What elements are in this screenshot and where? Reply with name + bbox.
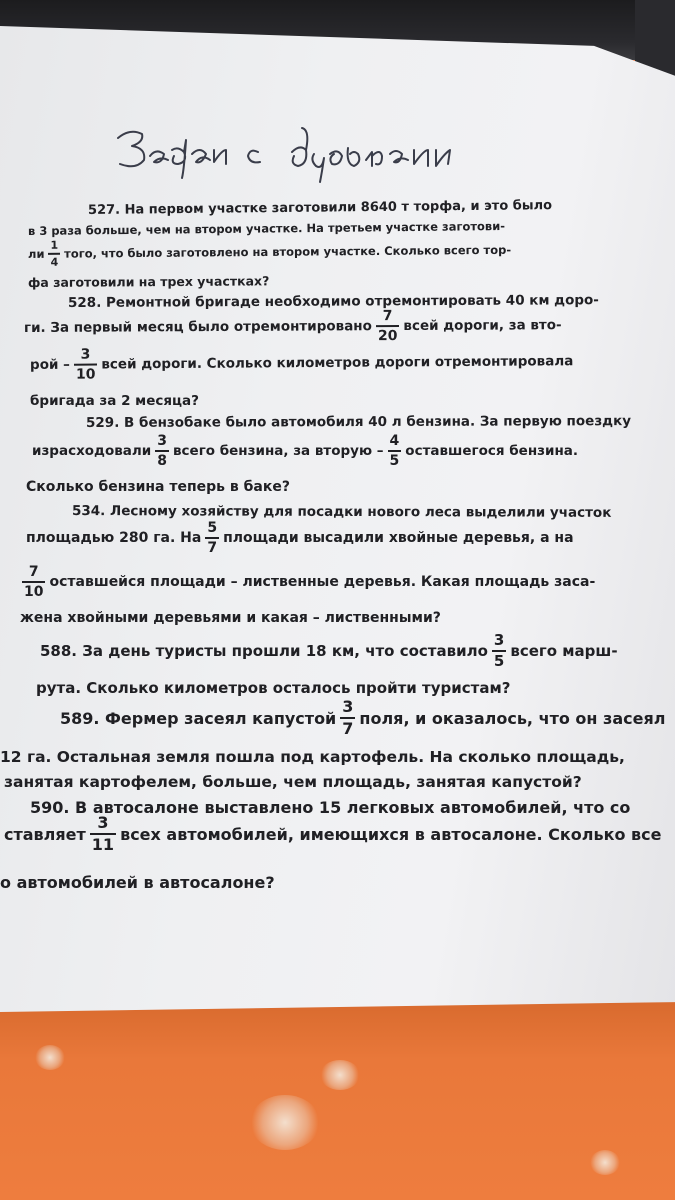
problem-527-line-1: 527. На первом участке заготовили 8640 т торфа, и это было — [87, 198, 553, 218]
problem-528-line-3: рой – $\frac{3}{10}$ всей дороги. Сколько километров дороги отремонтировала — [29, 346, 574, 383]
fraction: $\frac{3}{5}$ — [493, 631, 505, 670]
wear-spot — [320, 1060, 360, 1090]
problem-590-line-3: о автомобилей в автосалоне? — [0, 873, 275, 892]
problem-529-line-2: израсходовали $\frac{3}{8}$ всего бензина, за вторую – $\frac{4}{5}$ оставшегося бензина. — [32, 433, 579, 469]
problem-527-line-4: фа заготовили на трех участках? — [27, 273, 270, 290]
problem-534-line-3: $\frac{7}{10}$ оставшейся площади – лиственные деревья. Какая площадь заса- — [24, 564, 596, 600]
fraction: $\frac{7}{20}$ — [376, 309, 400, 343]
problem-528-line-2: ги. За первый месяц было отремонтировано $\frac{7}{20}$ всей дороги, за вто- — [23, 308, 562, 345]
fraction: $\frac{3}{7}$ — [342, 697, 354, 738]
problem-527-line-2: в 3 раза больше, чем на втором участке. На третьем участке заготови- — [27, 219, 506, 238]
fraction: $\frac{4}{5}$ — [389, 433, 400, 469]
problem-589-line-1: 589. Фермер засеял капустой $\frac{3}{7}$ поля, и оказалось, что он засеял — [60, 697, 666, 738]
fraction: $\frac{3}{8}$ — [157, 433, 167, 469]
problem-534-line-2: площадью 280 га. На $\frac{5}{7}$ площади высадили хвойные деревья, а на — [26, 520, 574, 556]
problems-text — [0, 185, 675, 905]
wear-spot — [250, 1095, 320, 1150]
problem-529-line-1: 529. В бензобаке было автомобиля 40 л бензина. За первую поездку — [85, 413, 632, 431]
wear-spot — [590, 1150, 620, 1175]
problem-529-line-3: Сколько бензина теперь в баке? — [26, 479, 290, 495]
problem-589-line-3: занятая картофелем, больше, чем площадь, занятая капустой? — [4, 773, 582, 791]
problem-534-line-1: 534. Лесному хозяйству для посадки нового леса выделили участок — [71, 503, 612, 521]
wear-spot — [35, 1045, 65, 1070]
problem-528-line-4: бригада за 2 месяца? — [30, 393, 199, 409]
problem-527-line-3: ли $\frac{1}{4}$ того, что было заготовлено на втором участке. Сколько всего тор- — [27, 238, 512, 269]
problem-590-line-1: 590. В автосалоне выставлено 15 легковых автомобилей, что со — [30, 798, 631, 817]
fraction: $\frac{7}{10}$ — [24, 564, 44, 600]
orange-surface — [0, 1000, 675, 1200]
problem-589-line-2: 12 га. Остальная земля пошла под картофель. На сколько площадь, — [0, 748, 625, 766]
problem-590-line-2: ставляет $\frac{3}{11}$ всех автомобилей, имеющихся в автосалоне. Сколько все — [4, 813, 662, 854]
fraction: $\frac{1}{4}$ — [50, 238, 59, 269]
problem-528-line-1: 528. Ремонтной бригаде необходимо отремонтировать 40 км доро- — [67, 292, 599, 311]
handwritten-heading-drawing — [110, 120, 470, 190]
problem-588-line-1: 588. За день туристы прошли 18 км, что составило $\frac{3}{5}$ всего марш- — [40, 631, 618, 670]
problem-534-line-4: жена хвойными деревьями и какая – лиственными? — [20, 610, 441, 626]
problem-588-line-2: рута. Сколько километров осталось пройти туристам? — [36, 679, 511, 697]
fraction: $\frac{5}{7}$ — [207, 520, 218, 556]
handwritten-heading — [110, 120, 470, 190]
fraction: $\frac{3}{11}$ — [91, 813, 115, 854]
fraction: $\frac{3}{10}$ — [74, 348, 98, 382]
